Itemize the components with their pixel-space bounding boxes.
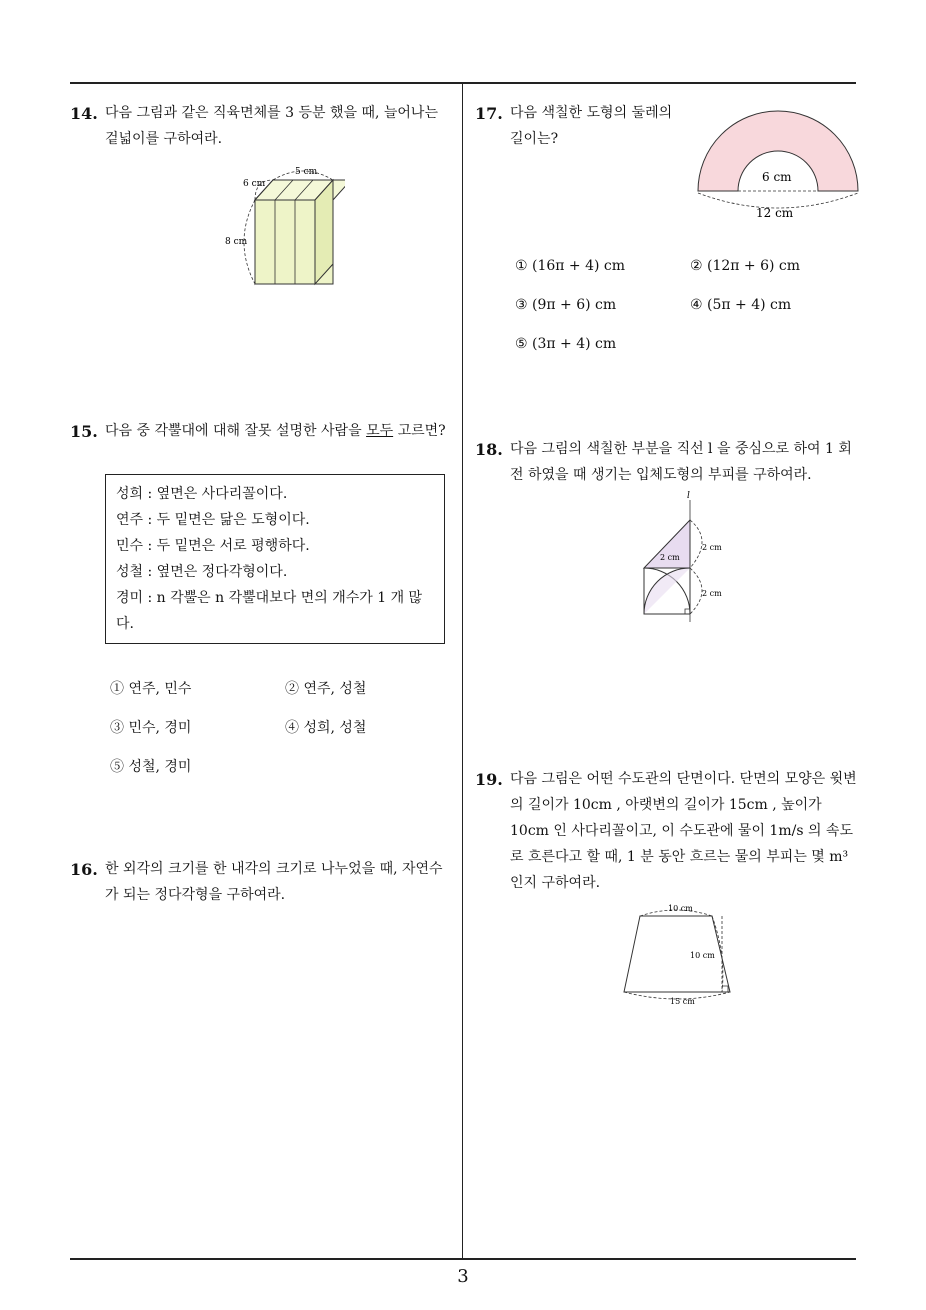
- q15-number: 15.: [70, 422, 98, 441]
- q14-number: 14.: [70, 104, 98, 123]
- q15-text-underline: 모두: [366, 423, 394, 439]
- q18-text: 다음 그림의 색칠한 부분을 직선 l 을 중심으로 하여 1 회전 하였을 때 생기는 입체도형의 부피를 구하여라.: [510, 441, 852, 483]
- q17-option-3[interactable]: ③ (9π + 6) cm: [515, 297, 617, 313]
- q14-text: 다음 그림과 같은 직육면체를 3 등분 했을 때, 늘어나는 겉넓이를 구하여라.: [105, 105, 438, 147]
- q15-option-5[interactable]: ⑤ 성철, 경미: [110, 759, 192, 775]
- q18-number: 18.: [475, 440, 503, 459]
- q16-text: 한 외각의 크기를 한 내각의 크기로 나누었을 때, 자연수가 되는 정다각형을 구하여라.: [105, 861, 443, 903]
- column-divider: [462, 84, 463, 1259]
- q15-statement-box: [105, 474, 445, 644]
- q14-label-5cm: 5 cm: [295, 167, 318, 177]
- q19-label-top: 10 cm: [668, 904, 693, 913]
- q17-number: 17.: [475, 104, 503, 123]
- q19-label-bottom: 15 cm: [670, 997, 695, 1006]
- q14-label-6cm: 6 cm: [243, 179, 266, 189]
- q18-axis-label: l: [687, 491, 690, 501]
- q19-label-height: 10 cm: [690, 951, 715, 960]
- q15-statement: 경미 : n 각뿔은 n 각뿔대보다 면의 개수가 1 개 많다.: [116, 590, 423, 632]
- q15-statement: 성철 : 옆면은 정다각형이다.: [116, 564, 288, 580]
- q15-text-a: 다음 중 각뿔대에 대해 잘못 설명한 사람을: [105, 423, 367, 439]
- q15-option-2[interactable]: ② 연주, 성철: [285, 681, 367, 697]
- q14-figure-cuboid: [225, 160, 345, 290]
- page-number: 3: [457, 1266, 469, 1287]
- bottom-rule: [70, 1258, 856, 1260]
- q18-figure: [630, 490, 740, 625]
- q18-label-a: 2 cm: [660, 553, 680, 562]
- q14-label-8cm: 8 cm: [225, 237, 248, 247]
- q17-option-1[interactable]: ① (16π + 4) cm: [515, 258, 626, 274]
- q18-label-b: 2 cm: [702, 543, 722, 552]
- q15-option-3[interactable]: ③ 민수, 경미: [110, 720, 192, 736]
- q15-option-1[interactable]: ① 연주, 민수: [110, 681, 192, 697]
- q17-option-5[interactable]: ⑤ (3π + 4) cm: [515, 336, 617, 352]
- q18-label-c: 2 cm: [702, 589, 722, 598]
- q17-option-4[interactable]: ④ (5π + 4) cm: [690, 297, 792, 313]
- q19-figure-trapezoid: [618, 900, 748, 1010]
- q17-option-2[interactable]: ② (12π + 6) cm: [690, 258, 801, 274]
- q15-option-4[interactable]: ④ 성희, 성철: [285, 720, 367, 736]
- q17-label-inner: 6 cm: [762, 170, 792, 184]
- q17-label-outer: 12 cm: [756, 206, 794, 220]
- q17-text: 다음 색칠한 도형의 둘레의 길이는?: [510, 105, 673, 147]
- q15-text-b: 고르면?: [393, 423, 446, 439]
- q19-number: 19.: [475, 770, 503, 789]
- q16-number: 16.: [70, 860, 98, 879]
- q15-statement: 민수 : 두 밑면은 서로 평행하다.: [116, 538, 310, 554]
- q15-statement: 연주 : 두 밑면은 닮은 도형이다.: [116, 512, 310, 528]
- q15-statement: 성희 : 옆면은 사다리꼴이다.: [116, 486, 288, 502]
- q19-text: 다음 그림은 어떤 수도관의 단면이다. 단면의 모양은 윗변의 길이가 10cm , 아랫변의 길이가 15cm , 높이가 10cm 인 사다리꼴이고, 이 수도관에 물이 1m/s 의 속도로 흐른다고 할 때, 1 분 동안 흐르는 물의 부피는 몇 m³ 인지 구하여라.: [510, 771, 857, 891]
- q17-figure-semi-annulus: [690, 95, 865, 225]
- q15-text: [105, 418, 455, 444]
